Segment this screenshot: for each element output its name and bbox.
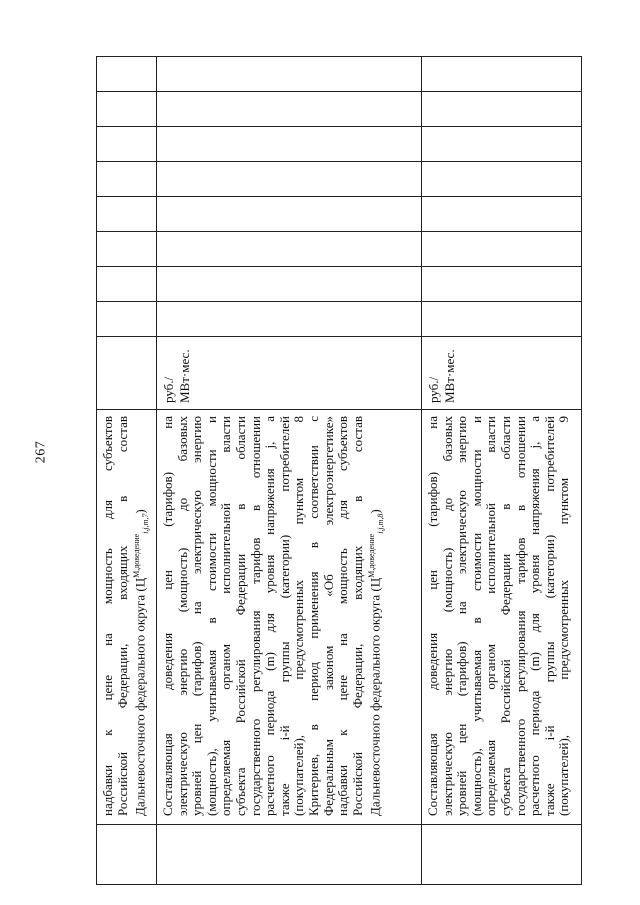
page-number: 267 xyxy=(33,440,49,464)
value-cell xyxy=(97,302,157,337)
value-cell xyxy=(157,232,422,267)
value-cell xyxy=(97,197,157,232)
text-line: Дальневосточного федерального округа $(Ц^{М,доведение}_{i,j,m,7})$ xyxy=(132,509,151,816)
value-cell xyxy=(157,302,422,337)
text-line: Составляющая доведения цен (тарифов) на xyxy=(160,416,175,816)
value-cell xyxy=(422,232,582,267)
value-cell xyxy=(97,162,157,197)
value-cell xyxy=(97,57,157,92)
text-line: определяемая органом исполнительной власти xyxy=(218,416,234,816)
value-cell xyxy=(157,57,422,92)
description-text xyxy=(97,410,154,824)
formula-superscript: М,доведение xyxy=(367,533,377,578)
table-row xyxy=(422,57,582,885)
row-number-cell xyxy=(97,825,157,885)
text-line: электрическую энергию (мощность) до базовых xyxy=(174,416,190,816)
unit-cell xyxy=(97,337,157,410)
text-line: (мощность), учитываемая в стоимости мощности и xyxy=(203,416,219,816)
text-line: (покупателей), предусмотренных пунктом 9 xyxy=(556,416,572,816)
formula-subscript: i,j,m,7 xyxy=(141,513,151,534)
value-cell xyxy=(422,267,582,302)
formula-superscript: М,доведение xyxy=(132,533,142,578)
tariff-table xyxy=(96,56,582,885)
description-text xyxy=(422,410,572,824)
value-cell xyxy=(422,92,582,127)
description-cell xyxy=(422,410,582,825)
text-line: уровней цен (тарифов) на электрическую энергию xyxy=(454,416,470,816)
text-line: Российской Федерации, входящих в состав xyxy=(114,416,130,816)
value-cell xyxy=(97,92,157,127)
unit-text: руб./ МВт·мес. xyxy=(426,349,457,403)
description-cell xyxy=(157,410,422,825)
value-cell xyxy=(422,57,582,92)
unit-cell xyxy=(157,337,422,410)
text-line: субъекта Российской Федерации в области xyxy=(232,416,248,816)
value-cell xyxy=(157,127,422,162)
text-line: Российской Федерации, входящих в состав xyxy=(349,416,365,816)
text-line: (покупателей), предусмотренных пунктом 8 xyxy=(291,416,307,816)
unit-text: руб./ МВт·мес. xyxy=(161,349,192,403)
text-line: Критериев, в период применения в соответствии с xyxy=(305,416,321,816)
unit-cell xyxy=(422,337,582,410)
text-line: государственного регулирования тарифов в отношении xyxy=(247,416,263,816)
value-cell xyxy=(157,92,422,127)
value-cell xyxy=(97,267,157,302)
text-line: (мощность), учитываемая в стоимости мощности и xyxy=(468,416,484,816)
value-cell xyxy=(97,127,157,162)
text-line: определяемая органом исполнительной власти xyxy=(483,416,499,816)
value-cell xyxy=(157,267,422,302)
rotated-table-container xyxy=(96,60,581,885)
text-line: электрическую энергию (мощность) до базовых xyxy=(439,416,455,816)
table-row xyxy=(157,57,422,885)
text-line: Составляющая доведения цен (тарифов) на xyxy=(425,416,440,816)
value-cell xyxy=(97,232,157,267)
value-cell xyxy=(157,197,422,232)
row-number-cell xyxy=(157,825,422,885)
value-cell xyxy=(422,302,582,337)
row-number-cell xyxy=(422,825,582,885)
text-line: государственного регулирования тарифов в отношении xyxy=(512,416,528,816)
text-line: надбавки к цене на мощность для субъектов xyxy=(100,416,115,816)
description-cell xyxy=(97,410,157,825)
value-cell xyxy=(422,197,582,232)
formula-subscript: i,j,m,8 xyxy=(376,513,386,534)
value-cell xyxy=(422,162,582,197)
text-line: Дальневосточного федерального округа $(Ц^{М,доведение}_{i,j,m,8})$ xyxy=(367,509,386,816)
text-line: уровней цен (тарифов) на электрическую энергию xyxy=(189,416,205,816)
value-cell xyxy=(157,162,422,197)
description-text xyxy=(157,410,389,824)
table-row xyxy=(97,57,157,885)
text-line: расчетного периода (m) для уровня напряжения j, а xyxy=(262,416,278,816)
text-line: также i-й группы (категории) потребителей xyxy=(276,416,292,816)
text-line: Федеральным законом «Об электроэнергетике» xyxy=(320,416,336,816)
text-line: расчетного периода (m) для уровня напряжения j, а xyxy=(527,416,543,816)
text-line: также i-й группы (категории) потребителей xyxy=(541,416,557,816)
text-line: субъекта Российской Федерации в области xyxy=(497,416,513,816)
value-cell xyxy=(422,127,582,162)
text-line: надбавки к цене на мощность для субъектов xyxy=(335,416,351,816)
